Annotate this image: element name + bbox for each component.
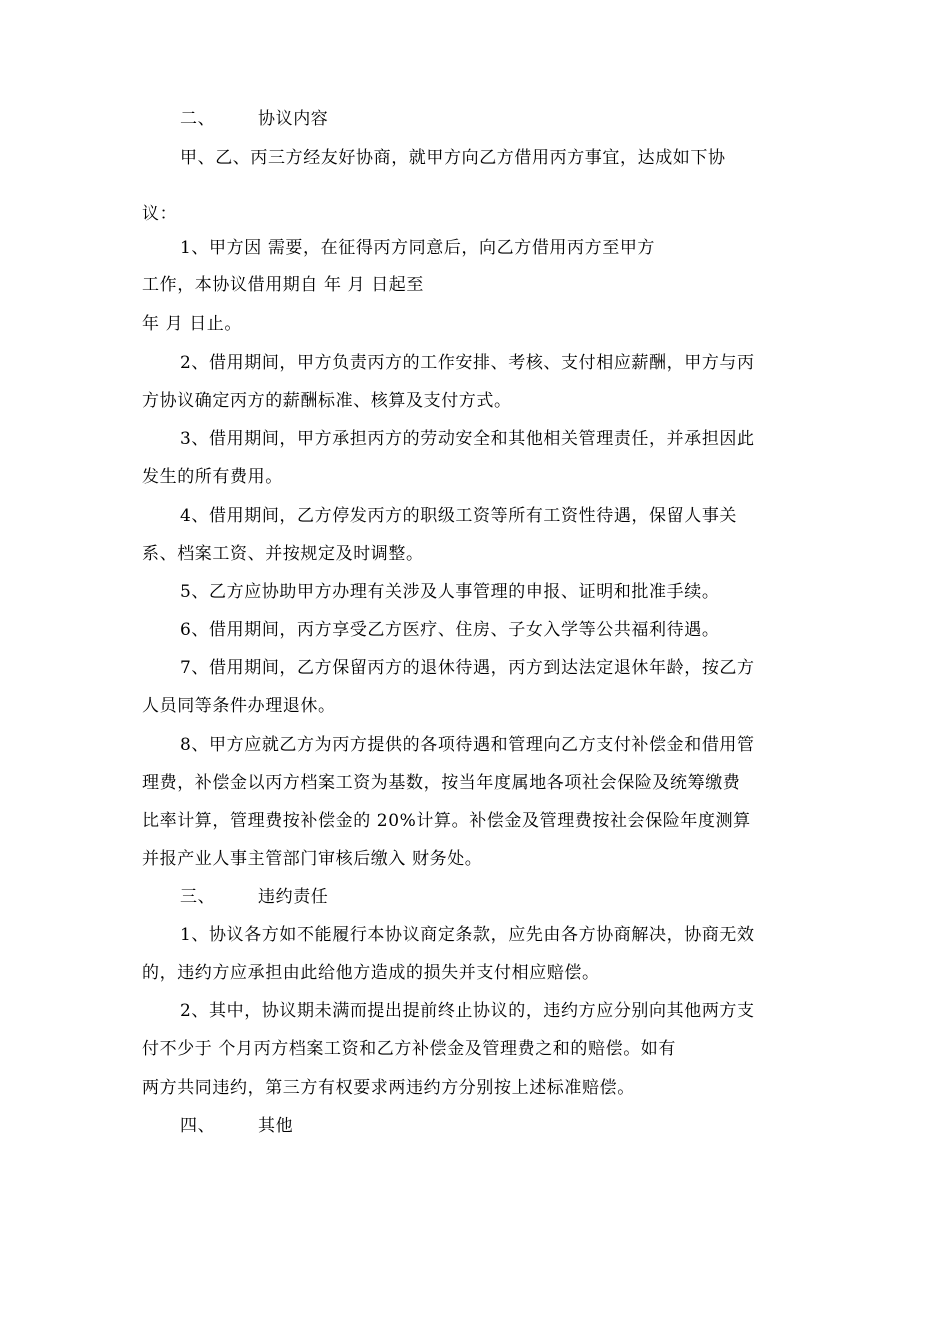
paragraph-line: 系、档案工资、并按规定及时调整。: [142, 544, 424, 564]
paragraph-line: 6、借用期间，丙方享受乙方医疗、住房、子女入学等公共福利待遇。: [180, 620, 720, 640]
paragraph-line: 两方共同违约，第三方有权要求两违约方分别按上述标准赔偿。: [142, 1078, 635, 1098]
section-heading: 协议内容: [258, 109, 329, 129]
paragraph-line: 发生的所有费用。: [142, 467, 283, 487]
section-heading: 违约责任: [258, 887, 329, 907]
paragraph-line: 1、甲方因 需要，在征得丙方同意后，向乙方借用丙方至甲方: [180, 238, 656, 258]
paragraph-line: 年 月 日止。: [142, 314, 243, 334]
paragraph-line: 5、乙方应协助甲方办理有关涉及人事管理的申报、证明和批准手续。: [180, 582, 720, 602]
paragraph-line: 7、借用期间，乙方保留丙方的退休待遇，丙方到达法定退休年龄，按乙方: [180, 658, 755, 678]
section-heading: 其他: [258, 1116, 294, 1136]
section-number: 三、: [180, 887, 216, 907]
paragraph-line: 付不少于 个月丙方档案工资和乙方补偿金及管理费之和的赔偿。如有: [142, 1039, 677, 1059]
paragraph-line: 4、借用期间，乙方停发丙方的职级工资等所有工资性待遇，保留人事关: [180, 506, 738, 526]
paragraph-line: 甲、乙、丙三方经友好协商，就甲方向乙方借用丙方事宜，达成如下协: [180, 148, 726, 168]
paragraph-line: 方协议确定丙方的薪酬标准、核算及支付方式。: [142, 391, 512, 411]
paragraph-line: 2、借用期间，甲方负责丙方的工作安排、考核、支付相应薪酬，甲方与丙: [180, 353, 755, 373]
paragraph-line: 的，违约方应承担由此给他方造成的损失并支付相应赔偿。: [142, 963, 600, 983]
paragraph-line: 2、其中，协议期未满而提出提前终止协议的，违约方应分别向其他两方支: [180, 1001, 755, 1021]
paragraph-line: 理费，补偿金以丙方档案工资为基数，按当年度属地各项社会保险及统筹缴费: [142, 773, 741, 793]
paragraph-line: 议：: [142, 204, 178, 224]
paragraph-line: 比率计算，管理费按补偿金的 20%计算。补偿金及管理费按社会保险年度测算: [142, 811, 751, 831]
paragraph-line: 3、借用期间，甲方承担丙方的劳动安全和其他相关管理责任，并承担因此: [180, 429, 755, 449]
paragraph-line: 工作，本协议借用期自 年 月 日起至: [142, 275, 425, 295]
paragraph-line: 8、甲方应就乙方为丙方提供的各项待遇和管理向乙方支付补偿金和借用管: [180, 735, 755, 755]
paragraph-line: 1、协议各方如不能履行本协议商定条款，应先由各方协商解决，协商无效: [180, 925, 755, 945]
section-number: 二、: [180, 109, 216, 129]
paragraph-line: 人员同等条件办理退休。: [142, 696, 336, 716]
paragraph-line: 并报产业人事主管部门审核后缴入 财务处。: [142, 849, 483, 869]
section-number: 四、: [180, 1116, 216, 1136]
